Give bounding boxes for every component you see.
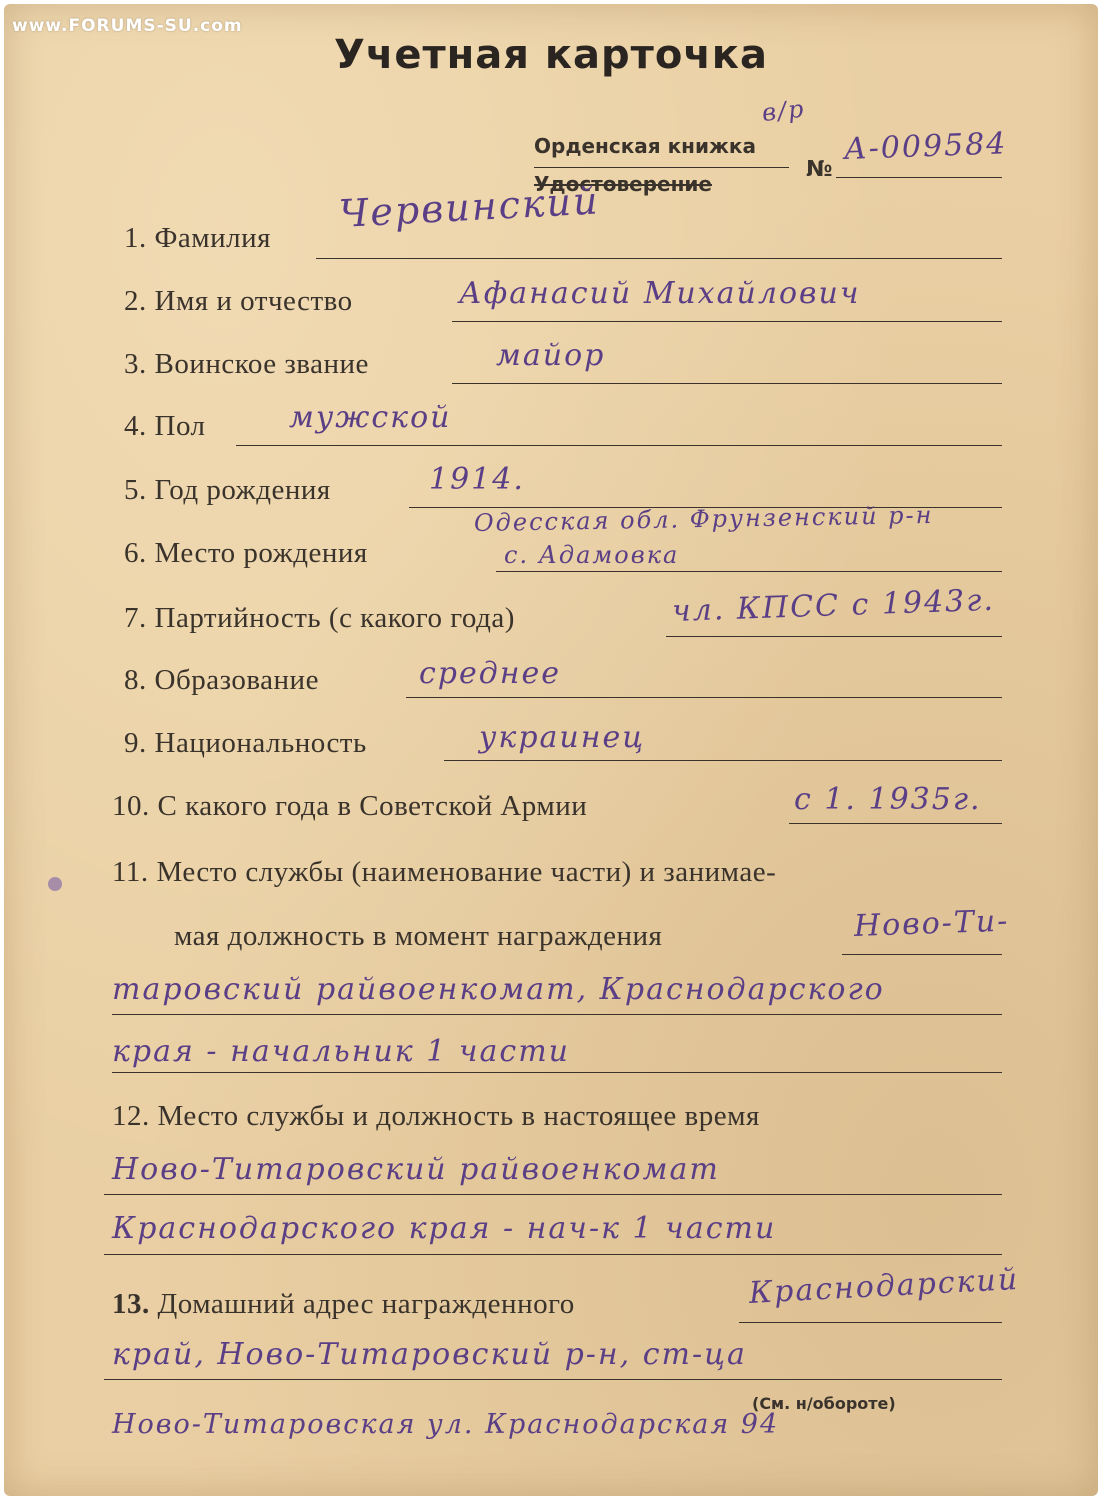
birthplace-value-line1: Одесская обл. Фрунзенский р-н [473, 500, 934, 537]
field-2-rule [452, 321, 1002, 322]
field-5-number: 5. [124, 474, 147, 506]
field-4-label [124, 410, 206, 443]
nationality-value: украинец [479, 720, 646, 755]
field-2-label [124, 285, 353, 318]
field-6-label [124, 537, 368, 570]
field-13-label [112, 1288, 575, 1321]
doc-type-order-book: Орденская книжка [534, 134, 756, 158]
field-4-text: Пол [154, 410, 206, 442]
field-8-label [124, 664, 319, 697]
field-9-label [124, 727, 367, 760]
field-9-rule [444, 760, 1002, 761]
ink-blot [48, 877, 62, 891]
sex-value: мужской [289, 400, 452, 435]
field-12-label [112, 1100, 760, 1133]
record-card [4, 4, 1098, 1496]
field-2-number: 2. [124, 285, 147, 317]
field-7-text: Партийность (с какого года) [154, 602, 515, 634]
home-address-value-line1: Краснодарский [748, 1261, 1020, 1311]
field-12-rule-1 [104, 1194, 1002, 1195]
card-title: Учетная карточка [334, 32, 768, 78]
field-10-label [112, 790, 587, 823]
number-label: № [806, 157, 833, 182]
field-8-text: Образование [154, 664, 319, 696]
current-service-value-line1: Ново-Титаровский райвоенкомат [112, 1152, 720, 1187]
watermark: www.FORUMS-SU.com [12, 16, 243, 36]
field-11-text-line1: Место службы (наименование части) и занимае- [156, 856, 777, 888]
service-at-award-value-line3: края - начальник 1 части [112, 1034, 570, 1069]
home-address-value-line3: Ново-Титаровская ул. Краснодарская 94 [112, 1409, 780, 1440]
service-at-award-value-line2: таровский райвоенкомат, Краснодарского [112, 972, 885, 1007]
surname-value: Червинский [337, 178, 601, 236]
field-1-text: Фамилия [154, 222, 271, 254]
field-10-rule [789, 823, 1002, 824]
home-address-value-line2: край, Ново-Титаровский р-н, ст-ца [112, 1337, 747, 1372]
field-7-number: 7. [124, 602, 147, 634]
field-4-rule [236, 445, 1002, 446]
field-8-number: 8. [124, 664, 147, 696]
field-1-number: 1. [124, 222, 147, 254]
number-rule [836, 177, 1002, 178]
field-12-rule-2 [104, 1254, 1002, 1255]
field-11-rule-2 [112, 1014, 1002, 1015]
army-since-value: с 1. 1935г. [794, 782, 982, 817]
doc-type-certificate: Удостоверение [534, 172, 712, 196]
field-12-text: Место службы и должность в настоящее время [157, 1100, 760, 1132]
field-11-rule-1 [842, 954, 1002, 955]
current-service-value-line2: Краснодарского края - нач-к 1 части [112, 1211, 777, 1246]
field-11-label-line2: мая должность в момент награждения [174, 920, 663, 952]
field-6-rule [496, 571, 1002, 572]
field-13-text: Домашний адрес награжденного [157, 1288, 575, 1320]
name-patronymic-value: Афанасий Михайлович [459, 276, 861, 311]
education-value: среднее [419, 656, 562, 691]
field-11-label-line1 [112, 856, 776, 889]
field-3-number: 3. [124, 348, 147, 380]
rank-value: майор [496, 338, 606, 373]
birth-year-value: 1914. [429, 462, 525, 497]
birthplace-value-line2: с. Адамовка [504, 541, 680, 569]
field-1-rule [316, 258, 1002, 259]
field-1-label [124, 222, 271, 255]
field-12-number: 12. [112, 1100, 150, 1132]
field-13-number: 13. [112, 1288, 150, 1320]
field-5-label [124, 474, 331, 507]
field-9-text: Национальность [154, 727, 367, 759]
see-reverse-note: (См. н/обороте) [752, 1394, 896, 1413]
field-7-label [124, 602, 515, 635]
field-2-text: Имя и отчество [154, 285, 353, 317]
field-3-label [124, 348, 369, 381]
field-13-rule-2 [104, 1379, 1002, 1380]
field-10-text: С какого года в Советской Армии [157, 790, 588, 822]
field-7-rule [666, 636, 1002, 637]
field-8-rule [406, 697, 1002, 698]
field-11-rule-3 [112, 1072, 1002, 1073]
service-at-award-value-line1: Ново-Ти- [853, 903, 1010, 944]
field-13-rule-1 [739, 1322, 1002, 1323]
field-3-rule [452, 383, 1002, 384]
field-11-number: 11. [112, 856, 149, 888]
field-5-text: Год рождения [154, 474, 331, 506]
vr-handwritten: в/р [760, 94, 807, 127]
field-6-text: Место рождения [154, 537, 368, 569]
field-3-text: Воинское звание [154, 348, 369, 380]
field-6-number: 6. [124, 537, 147, 569]
field-4-number: 4. [124, 410, 147, 442]
doc-type-divider [534, 167, 789, 168]
field-9-number: 9. [124, 727, 147, 759]
order-book-number: А-009584 [843, 126, 1008, 167]
field-10-number: 10. [112, 790, 150, 822]
party-value: чл. КПСС с 1943г. [671, 582, 996, 629]
